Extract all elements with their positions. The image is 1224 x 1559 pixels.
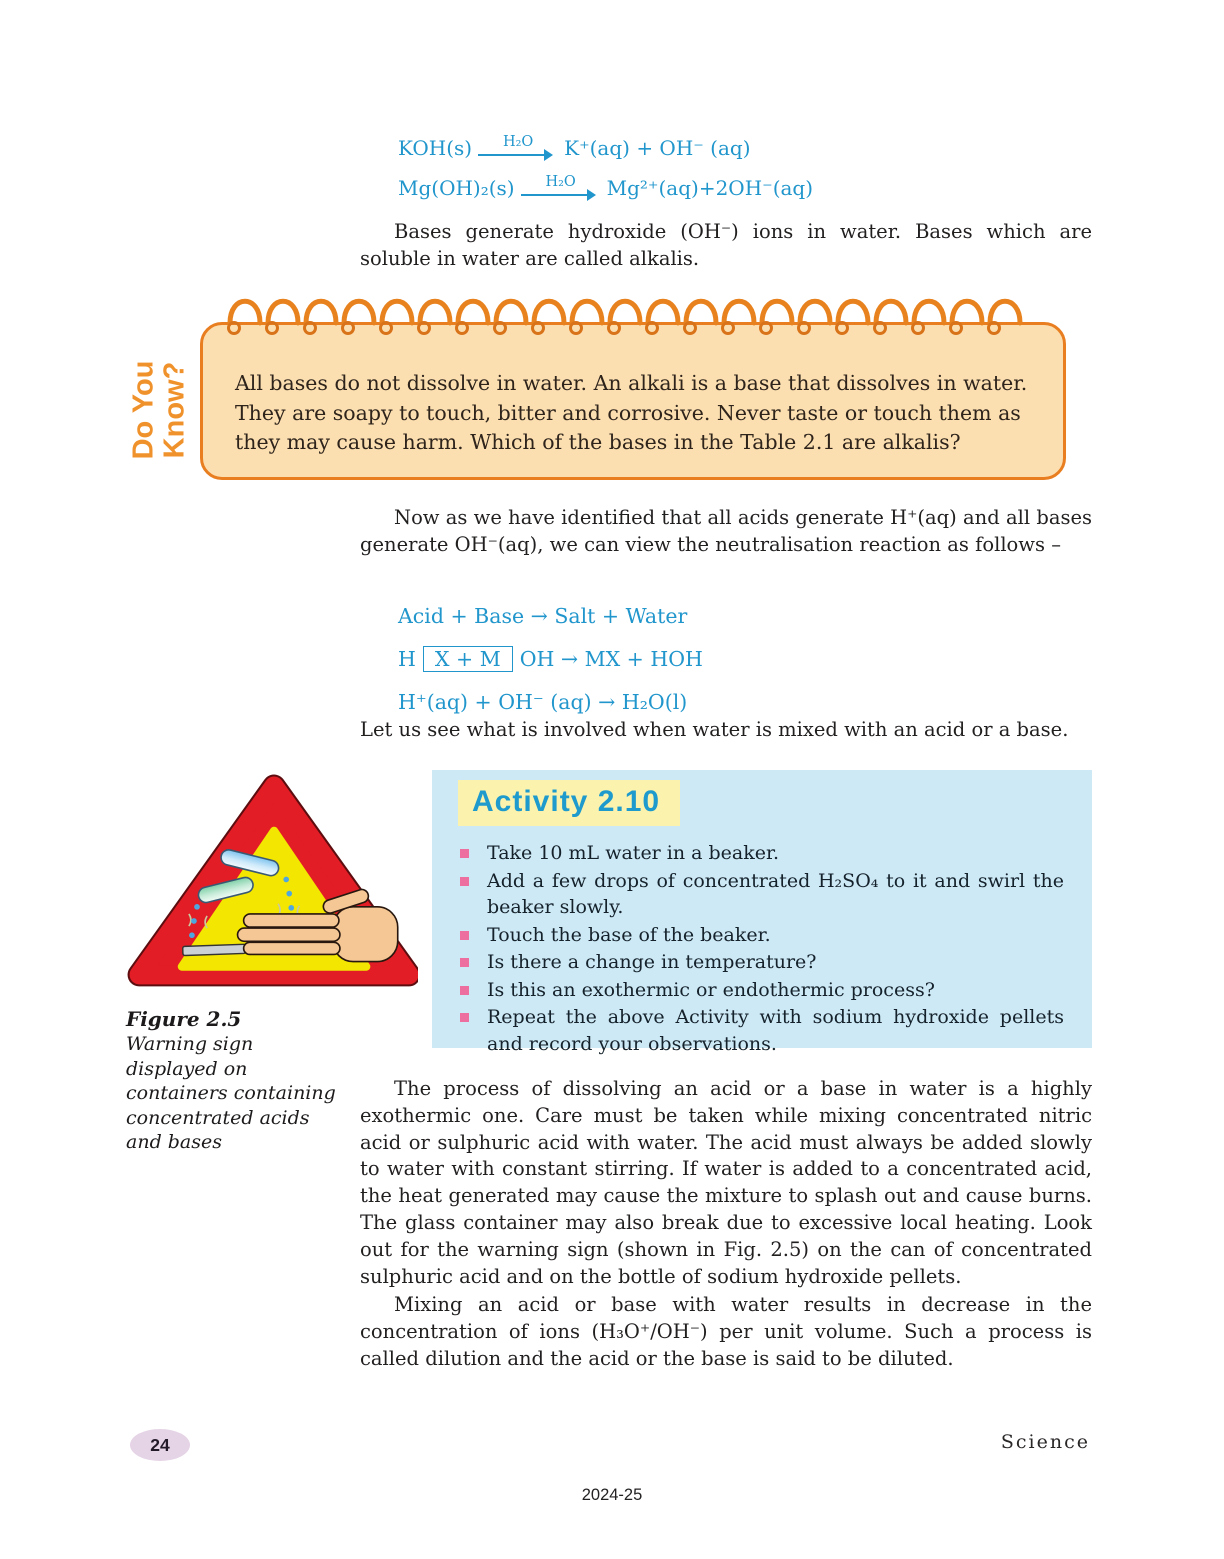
- base-dissociation-equations: [398, 128, 813, 208]
- activity-step: Touch the base of the beaker.: [487, 923, 771, 946]
- arrow-line: [521, 190, 601, 201]
- do-you-know-label-line2: Know?: [158, 361, 190, 459]
- equation-rhs: K⁺(aq) + OH⁻ (aq): [564, 136, 751, 160]
- equation-prefix: H: [398, 646, 416, 671]
- activity-steps-list: [458, 840, 1064, 1057]
- warning-sign-figure: [124, 774, 418, 996]
- list-item: [458, 868, 1064, 921]
- catalyst-label: H₂O: [545, 174, 576, 190]
- square-bullet-icon: [460, 931, 469, 940]
- activity-step: Repeat the above Activity with sodium hydroxide pellets and record your observations.: [487, 1006, 1064, 1055]
- lead-line: Let us see what is involved when water is mixed with an acid or a base.: [360, 718, 1069, 741]
- equation-suffix: OH → MX + HOH: [519, 646, 703, 671]
- spiral-binding-icon: [225, 286, 1045, 338]
- equation-lhs: KOH(s): [398, 136, 473, 160]
- square-bullet-icon: [460, 986, 469, 995]
- activity-step: Is there a change in temperature?: [487, 951, 817, 973]
- do-you-know-label: [106, 342, 212, 478]
- reaction-arrow: [521, 175, 601, 201]
- square-bullet-icon: [460, 877, 469, 886]
- arrow-line: [478, 150, 558, 161]
- edition-text: 2024-25: [581, 1486, 643, 1504]
- do-you-know-text: All bases do not dissolve in water. An alkali is a base that dissolves in water. They are soapy to touch, bitter and corrosive. Never taste or touch them as they may cause harm. Which of the bases in the Table 2.1 are alkalis?: [235, 371, 1028, 454]
- activity-title: Activity 2.10: [458, 780, 680, 826]
- equation-lhs: Mg(OH)₂(s): [398, 176, 515, 200]
- do-you-know-box: [200, 322, 1066, 480]
- reaction-arrow: [478, 135, 558, 161]
- book-title: Science: [1000, 1431, 1090, 1453]
- figure-label: Figure 2.5: [126, 1007, 242, 1031]
- activity-step: Take 10 mL water in a beaker.: [487, 842, 780, 864]
- equation-mgoh2: [398, 168, 813, 208]
- page-number-badge: 24: [130, 1429, 190, 1461]
- list-item: [458, 977, 1064, 1004]
- equation-ion: H⁺(aq) + OH⁻ (aq) → H₂O(l): [398, 689, 688, 714]
- square-bullet-icon: [460, 1013, 469, 1022]
- square-bullet-icon: [460, 958, 469, 967]
- catalyst-label: H₂O: [502, 134, 534, 150]
- activity-step: Add a few drops of concentrated H₂SO₄ to it and swirl the beaker slowly.: [487, 869, 1064, 918]
- list-item: [458, 922, 1064, 949]
- figure-caption-text: Warning sign displayed on containers containing concentrated acids and bases: [126, 1033, 336, 1153]
- body-paragraph-1: The process of dissolving an acid or a base in water is a highly exothermic one. Care must be taken while mixing concentrated nitric acid or sulphuric acid with water. The acid must always be added slowly to water with constant stirring. If water is added to a concentrated acid, the heat generated may cause the mixture to splash out and cause burns. The glass container may also break due to excessive local heating. Look out for the warning sign (shown in Fig. 2.5) on the can of concentrated sulphuric acid and on the bottle of sodium hydroxide pellets.: [360, 1077, 1092, 1288]
- body-paragraph-2: Mixing an acid or base with water results in decrease in the concentration of ions (H₃O⁺/OH⁻) per unit volume. Such a process is called dilution and the acid or the base is said to be diluted.: [360, 1293, 1092, 1370]
- do-you-know-label-line1: Do You: [127, 360, 159, 460]
- equation-acid-base: Acid + Base → Salt + Water: [398, 603, 688, 628]
- neutralisation-paragraph: Now as we have identified that all acids generate H⁺(aq) and all bases generate OH⁻(aq), we can view the neutralisation reaction as follows –: [360, 506, 1092, 556]
- activity-box: [432, 770, 1092, 1055]
- corrosive-warning-icon: [124, 774, 418, 992]
- intro-paragraph: Bases generate hydroxide (OH⁻) ions in water. Bases which are soluble in water are called alkalis.: [360, 220, 1092, 270]
- activity-step: Is this an exothermic or endothermic process?: [487, 978, 935, 1001]
- equation-koh: [398, 128, 813, 168]
- neutralisation-equations: [398, 594, 703, 723]
- figure-caption: [126, 1006, 348, 1155]
- equation-rhs: Mg²⁺(aq)+2OH⁻(aq): [606, 176, 814, 200]
- equation-hxm: [398, 637, 703, 680]
- boxed-term: X + M: [423, 646, 513, 672]
- list-item: [458, 1004, 1064, 1057]
- list-item: [458, 949, 1064, 976]
- list-item: [458, 840, 1064, 867]
- square-bullet-icon: [460, 849, 469, 858]
